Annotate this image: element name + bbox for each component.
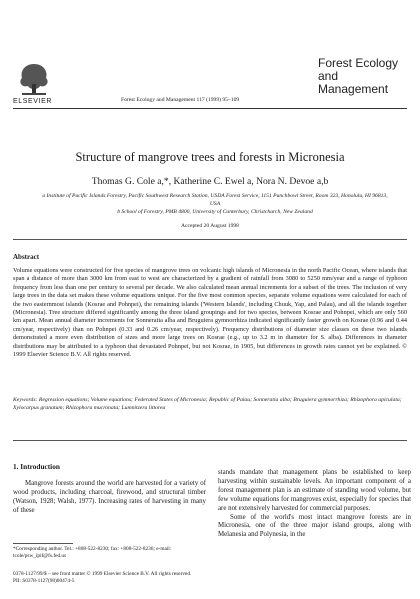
- publisher-name: ELSEVIER: [13, 98, 53, 105]
- article-authors: Thomas G. Cole a,*, Katherine C. Ewel a, Nora N. Devoe a,b: [91, 176, 329, 187]
- intro-paragraph-1: stands mandate that management plans be established to keep harvesting within sustainable levels. An important component of a forest management plan is an estimate of standing wood volume, but few volume equations for mangroves exist, especially for species that are not extensively harvested for commercial purposes.: [218, 469, 411, 512]
- footer-pii: PII: S0378-1127(98)00474-5: [13, 578, 75, 584]
- abstract-bottom-rule: [13, 440, 407, 441]
- affiliation-a: a Institute of Pacific Islands Forestry, Pacific Southwest Research Station, USDA Forest Service, 1151 Punchbowl Street, Room 323, Honolulu, HI 96813, USA: [42, 193, 388, 207]
- intro-paragraph-2: Some of the world's most intact mangrove forests are in Micronesia, one of the three major island groups, along with Melanesia and Polynesia, in the: [218, 513, 411, 539]
- footer-copyright: 0378-1127/99/$ – see front matter © 1999 Elsevier Science B.V. All rights reserved.: [13, 571, 192, 577]
- affiliation-b: b School of Forestry, PMB 4800, University of Canterbury, Christchurch, New Zealand: [117, 209, 313, 215]
- corresponding-author-footnote: *Corresponding author. Tel.: +808-522-8230; fax: +808-522-8236; e-mail: tcole/psw_ipif@fs.fed.us: [13, 546, 172, 559]
- abstract-body: Volume equations were constructed for five species of mangrove trees on volcanic high islands of Micronesia in the north Pacific Ocean, where islands that span a distance of more than 3000 km from east to west are characterized by a gradient of rainfall from 3080 to 5250 mm/year and a range of typhoon frequency from less than one per century to several per decade. We also calculated mean annual increments for a subset of the trees. The inclusion of very large trees in the data set makes these volume equations unique. For the five most common species, separate volume equations were calculated for each of the two easternmost islands (Kosrae and Pohnpei), the remaining islands ('Western Islands', including Chuuk, Yap, and Palau), and all the islands together (Micronesia). Tree structure differed significantly among the three island groupings and for two species, between Kosrae and Pohnpei, which are only 560 km apart. Mean annual diameter increments for Sonneratia alba and Bruguiera gymnorrhiza indicated significantly faster growth on Kosrae (0.96 and 0.44 cm/year, respectively) than on Pohnpei (0.33 and 0.26 cm/year, respectively). Frequency distributions of diameter size classes on these two islands demonstrated a more even distribution of sizes and more large trees on Kosrae (e.g., up to 3.2 m in diameter for S. alba). Differences in diameter distributions may be attributed to a typhoon that devastated Pohnpei, but not Kosrae, in 1905, but differences in growth rates cannot yet be explained. © 1999 Elsevier Science B.V. All rights reserved.: [13, 267, 407, 359]
- introduction-left-column: Mangrove forests around the world are harvested for a variety of wood products, including charcoal, firewood, and structural timber (Watson, 1928; Walsh, 1977). Increasing rates of harvesting in many of these: [13, 480, 206, 514]
- journal-name: Forest Ecology and Management: [318, 56, 399, 96]
- accepted-date: Accepted 20 August 1998: [181, 223, 239, 229]
- abstract-top-rule: [13, 239, 407, 240]
- abstract-heading: Abstract: [13, 253, 40, 261]
- footer-info: [13, 571, 191, 585]
- keywords: Keywords: Regression equations; Volume equations; Federated States of Micronesia; Republic of Palau; Sonneratia alba; Bruguiera gymnorrhiza; Rhizophora apiculata; Xylocarpus granatum; Rhizophora mucronata; Lumnitzera littorea: [13, 397, 402, 411]
- journal-citation: Forest Ecology and Management 117 (1999) 95–109: [121, 97, 240, 103]
- footnote-divider: [13, 543, 73, 544]
- header-divider: [13, 108, 407, 109]
- elsevier-tree-logo: [14, 58, 54, 98]
- article-title: Structure of mangrove trees and forests in Micronesia: [75, 150, 345, 164]
- section-heading-introduction: 1. Introduction: [13, 462, 60, 471]
- introduction-right-column: [218, 469, 411, 540]
